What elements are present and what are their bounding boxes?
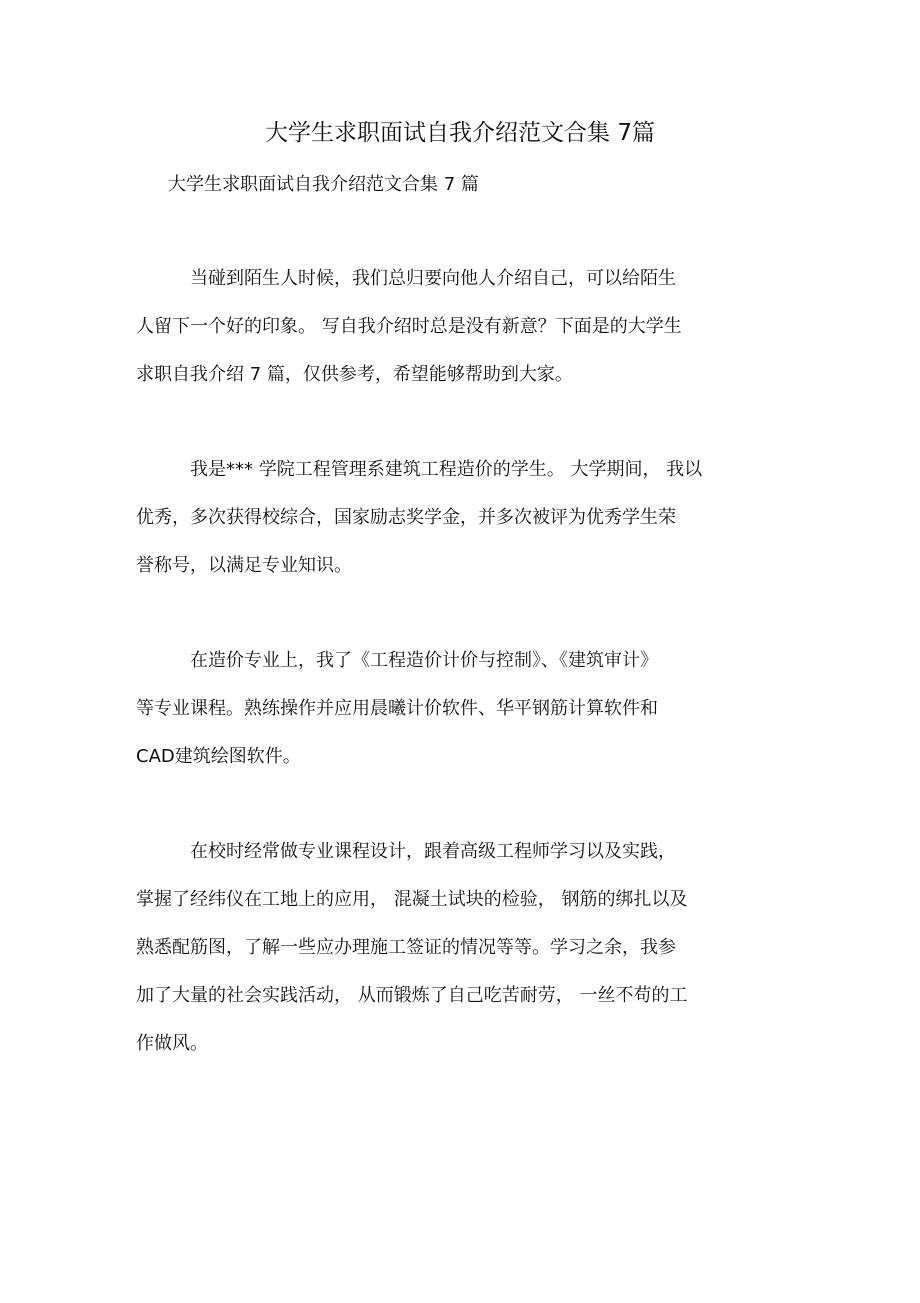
paragraph-line: 熟悉配筋图，了解一些应办理施工签证的情况等等。学习之余，我参 — [136, 937, 676, 958]
document-subtitle: 大学生求职面试自我介绍范文合集 7 篇 — [168, 174, 479, 195]
paragraph-line: CAD建筑绘图软件。 — [136, 746, 301, 767]
paragraph-line: 加了大量的社会实践活动， 从而锻炼了自己吃苦耐劳， 一丝不苟的工 — [136, 985, 688, 1006]
document-title: 大学生求职面试自我介绍范文合集 7篇 — [265, 120, 655, 146]
paragraph-line: 我是*** 学院工程管理系建筑工程造价的学生。 大学期间， 我以 — [190, 459, 703, 480]
paragraph-line: 在造价专业上，我了《工程造价计价与控制》、《建筑审计》 — [190, 650, 658, 671]
paragraph-line: 等专业课程。熟练操作并应用晨曦计价软件、华平钢筋计算软件和 — [136, 698, 658, 719]
paragraph-line: 当碰到陌生人时候，我们总归要向他人介绍自己，可以给陌生 — [190, 268, 676, 289]
paragraph-line: 在校时经常做专业课程设计，跟着高级工程师学习以及实践， — [190, 841, 676, 862]
paragraph-line: 誉称号，以满足专业知识。 — [136, 555, 352, 576]
paragraph-line: 掌握了经纬仪在工地上的应用， 混凝土试块的检验， 钢筋的绑扎以及 — [136, 889, 688, 910]
paragraph-line: 人留下一个好的印象。 写自我介绍时总是没有新意？下面是的大学生 — [136, 316, 682, 337]
paragraph-line: 作做风。 — [136, 1033, 208, 1054]
paragraph-line: 优秀，多次获得校综合，国家励志奖学金，并多次被评为优秀学生荣 — [136, 507, 676, 528]
paragraph-line: 求职自我介绍 7 篇，仅供参考，希望能够帮助到大家。 — [136, 364, 573, 385]
